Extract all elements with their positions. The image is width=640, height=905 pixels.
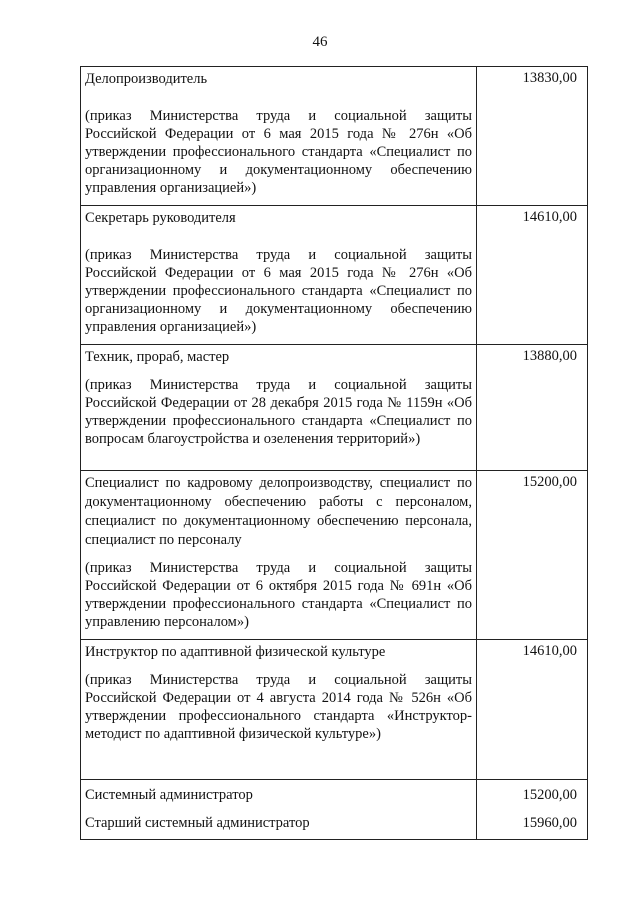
- position-title: Системный администратор: [85, 787, 253, 803]
- salary-value: 15960,00: [522, 815, 577, 831]
- position-cell: [81, 780, 477, 840]
- position-title: Инструктор по адаптивной физической культуре: [85, 644, 386, 660]
- order-reference: (приказ Министерства труда и социальной защиты Российской Федерации от 4 августа 2014 года № 526н «Об утверждении профессионального стандарта «Инструктор-методист по адаптивной физической культуре»): [85, 672, 472, 742]
- position-cell: [81, 67, 477, 206]
- position-cell: [81, 345, 477, 471]
- order-reference: (приказ Министерства труда и социальной защиты Российской Федерации от 6 мая 2015 года № 276н «Об утверждении профессионального стандарта «Специалист по организационному и документационному обеспечению управления организацией»): [85, 108, 472, 196]
- table-row: [81, 345, 588, 471]
- order-reference: (приказ Министерства труда и социальной защиты Российской Федерации от 6 октября 2015 года № 691н «Об утверждении профессионального стандарта «Специалист по управлению персоналом»): [85, 560, 472, 630]
- table-row: [81, 67, 588, 206]
- salary-cell: [477, 640, 588, 780]
- salary-cell: [477, 206, 588, 345]
- order-reference: (приказ Министерства труда и социальной защиты Российской Федерации от 6 мая 2015 года № 276н «Об утверждении профессионального стандарта «Специалист по организационному и документационному обеспечению управления организацией»): [85, 247, 472, 335]
- table-row: [81, 206, 588, 345]
- position-cell: [81, 206, 477, 345]
- salary-cell: [477, 471, 588, 640]
- salary-cell: [477, 780, 588, 840]
- salary-cell: [477, 345, 588, 471]
- position-title: Старший системный администратор: [85, 815, 310, 831]
- position-title: Делопроизводитель: [85, 71, 208, 87]
- salary-value: 14610,00: [522, 643, 577, 659]
- position-title: Техник, прораб, мастер: [85, 349, 230, 365]
- salary-cell: [477, 67, 588, 206]
- table-row: [81, 471, 588, 640]
- salary-value: 15200,00: [522, 474, 577, 490]
- salary-value: 15200,00: [522, 787, 577, 803]
- position-title: Специалист по кадровому делопроизводству, специалист по документационному обеспечению работы с персоналом, специалист по документационному обеспечению персонала, специалист по персоналу: [85, 475, 472, 548]
- page-number: 46: [312, 34, 328, 50]
- salary-value: 14610,00: [522, 209, 577, 225]
- order-reference: (приказ Министерства труда и социальной защиты Российской Федерации от 28 декабря 2015 года № 1159н «Об утверждении профессионального стандарта «Специалист по вопросам благоустройства и озеленения территорий»): [85, 377, 472, 447]
- position-cell: [81, 640, 477, 780]
- salary-value: 13830,00: [522, 70, 577, 86]
- table-row: [81, 640, 588, 780]
- salary-table: [80, 66, 588, 840]
- position-cell: [81, 471, 477, 640]
- table-row: [81, 780, 588, 840]
- position-title: Секретарь руководителя: [85, 210, 236, 226]
- salary-value: 13880,00: [522, 348, 577, 364]
